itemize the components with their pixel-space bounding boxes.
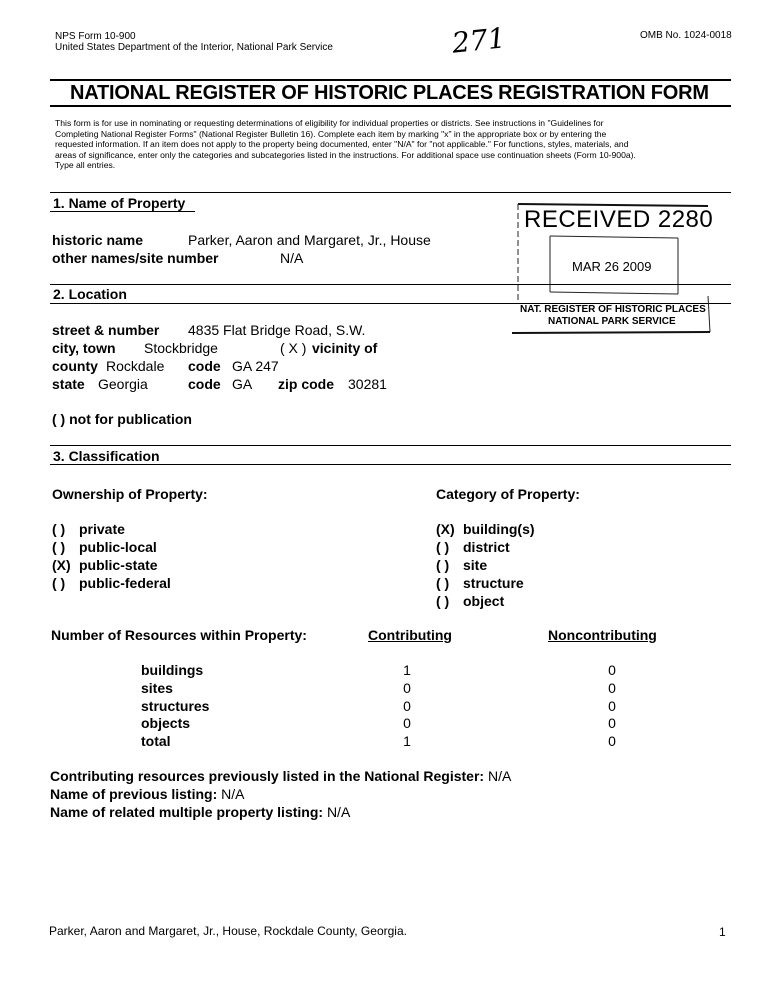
resource-contributing: 1 (403, 662, 411, 678)
footer-text: Parker, Aaron and Margaret, Jr., House, Rockdale County, Georgia. (49, 924, 407, 938)
resource-label: buildings (141, 662, 204, 678)
title-rule-bottom (50, 105, 731, 107)
street-value: 4835 Flat Bridge Road, S.W. (188, 322, 366, 338)
option-label: public-local (79, 539, 157, 555)
stamp-date: MAR 26 2009 (572, 259, 652, 274)
historic-name-value: Parker, Aaron and Margaret, Jr., House (188, 232, 431, 248)
street-label: street & number (52, 322, 160, 338)
county-value: Rockdale (106, 358, 165, 374)
resource-contributing: 1 (403, 733, 411, 749)
state-code-value: GA (232, 376, 253, 392)
resource-contributing: 0 (403, 715, 411, 731)
agency-name: United States Department of the Interior, National Park Service (55, 42, 333, 53)
resource-noncontributing: 0 (608, 680, 616, 696)
section3-underline (50, 464, 731, 465)
category-option-buildings[interactable] (436, 520, 535, 538)
option-label: building(s) (463, 521, 535, 537)
multiple-listing-label: Name of related multiple property listing: (50, 804, 324, 820)
section3-rule (50, 445, 731, 446)
checkbox[interactable]: (X) (52, 557, 71, 573)
zip-value: 30281 (348, 376, 387, 392)
received-stamp (512, 200, 712, 334)
not-for-publication-checkbox[interactable]: ( ) not for publication (52, 411, 192, 427)
instructions-line: Type all entries. (55, 160, 116, 170)
instructions-line: This form is for use in nominating or requesting determinations of eligibility for individual properties or districts. See instructions in "Guidelines for (55, 118, 604, 128)
prev-listed-label: Contributing resources previously listed in the National Register: (50, 768, 485, 784)
vicinity-label: vicinity of (312, 340, 378, 356)
checkbox[interactable]: ( ) (52, 539, 66, 555)
prev-listing-value: N/A (221, 786, 245, 802)
county-code-value: GA 247 (232, 358, 279, 374)
option-label: district (463, 539, 510, 555)
form-number: NPS Form 10-900 (55, 31, 136, 42)
ownership-option-private[interactable] (52, 520, 171, 538)
state-label: state (52, 376, 85, 392)
prev-listed-row (50, 768, 511, 784)
section1-underline (50, 211, 195, 212)
category-option-district[interactable] (436, 538, 535, 556)
option-label: site (463, 557, 488, 573)
prev-listing-row (50, 786, 244, 802)
checkbox[interactable]: ( ) (52, 521, 66, 537)
stamp-received-text: RECEIVED 2280 (524, 206, 714, 233)
instructions-line: areas of significance, enter only the categories and subcategories listed in the instructions. For additional space use continuation sheets (Form 10-900a). (55, 149, 636, 160)
multiple-listing-value: N/A (326, 804, 351, 820)
ownership-option-public-federal[interactable] (52, 574, 171, 592)
section1-heading: 1. Name of Property (53, 195, 186, 211)
other-names-value: N/A (280, 250, 304, 266)
ownership-option-public-local[interactable] (52, 538, 171, 556)
resource-contributing: 0 (403, 698, 411, 714)
county-label: county (52, 358, 98, 374)
ownership-option-public-state[interactable] (52, 556, 171, 574)
page-number: 1 (719, 925, 726, 939)
form-title: NATIONAL REGISTER OF HISTORIC PLACES REGISTRATION FORM (70, 82, 709, 104)
resource-noncontributing: 0 (608, 698, 616, 714)
county-row (52, 358, 279, 374)
instructions-line: Completing National Register Forms" (National Register Bulletin 16). Complete each item by marking "x" in the appropriate box or by entering the (55, 128, 607, 139)
county-code-label: code (188, 358, 221, 374)
multiple-listing-row (50, 804, 350, 820)
section1-rule (50, 192, 731, 193)
state-row (52, 376, 387, 392)
resource-noncontributing: 0 (608, 662, 616, 678)
city-label: city, town (52, 340, 116, 356)
checkbox[interactable]: ( ) (436, 593, 450, 609)
category-list (436, 520, 535, 610)
section3-heading: 3. Classification (53, 448, 160, 464)
resource-label: sites (141, 680, 173, 696)
stamp-line1: NAT. REGISTER OF HISTORIC PLACES (520, 304, 706, 315)
ownership-heading: Ownership of Property: (52, 486, 208, 502)
state-code-label: code (188, 376, 221, 392)
resource-label: objects (141, 715, 191, 731)
city-value: Stockbridge (144, 340, 218, 356)
resource-noncontributing: 0 (608, 733, 616, 749)
title-rule-top (50, 79, 731, 81)
checkbox[interactable]: (X) (436, 521, 455, 537)
resource-noncontributing: 0 (608, 715, 616, 731)
option-label: structure (463, 575, 524, 591)
contributing-heading: Contributing (368, 627, 452, 643)
zip-label: zip code (278, 376, 335, 392)
handwritten-number: 271 (450, 21, 508, 60)
category-option-structure[interactable] (436, 574, 535, 592)
resource-label: total (141, 733, 171, 749)
checkbox[interactable]: ( ) (436, 539, 450, 555)
category-option-site[interactable] (436, 556, 535, 574)
resources-heading: Number of Resources within Property: (51, 627, 307, 643)
vicinity-checkbox[interactable]: ( X ) (280, 340, 307, 356)
prev-listing-label: Name of previous listing: (50, 786, 218, 802)
other-names-label: other names/site number (52, 250, 219, 266)
category-option-object[interactable] (436, 592, 535, 610)
instructions (55, 118, 745, 171)
street-row (52, 322, 366, 338)
checkbox[interactable]: ( ) (52, 575, 66, 591)
city-row (52, 340, 378, 356)
prev-listed-value: N/A (487, 768, 512, 784)
section2-heading: 2. Location (53, 286, 127, 302)
category-heading: Category of Property: (436, 486, 580, 502)
omb-number: OMB No. 1024-0018 (640, 30, 732, 41)
historic-name-row (52, 232, 431, 248)
option-label: private (79, 521, 125, 537)
checkbox[interactable]: ( ) (436, 557, 450, 573)
resource-label: structures (141, 698, 210, 714)
option-label: object (463, 593, 505, 609)
historic-name-label: historic name (52, 232, 144, 248)
other-names-row (52, 250, 304, 266)
checkbox[interactable]: ( ) (436, 575, 450, 591)
instructions-line: requested information. If an item does not apply to the property being documented, enter "N/A" for "not applicable." For functions, styles, materials, and (55, 139, 629, 149)
stamp-line2: NATIONAL PARK SERVICE (548, 316, 676, 327)
noncontributing-heading: Noncontributing (548, 627, 657, 643)
state-value: Georgia (98, 376, 148, 392)
option-label: public-federal (79, 575, 171, 591)
option-label: public-state (79, 557, 158, 573)
ownership-list (52, 520, 171, 592)
resource-contributing: 0 (403, 680, 411, 696)
